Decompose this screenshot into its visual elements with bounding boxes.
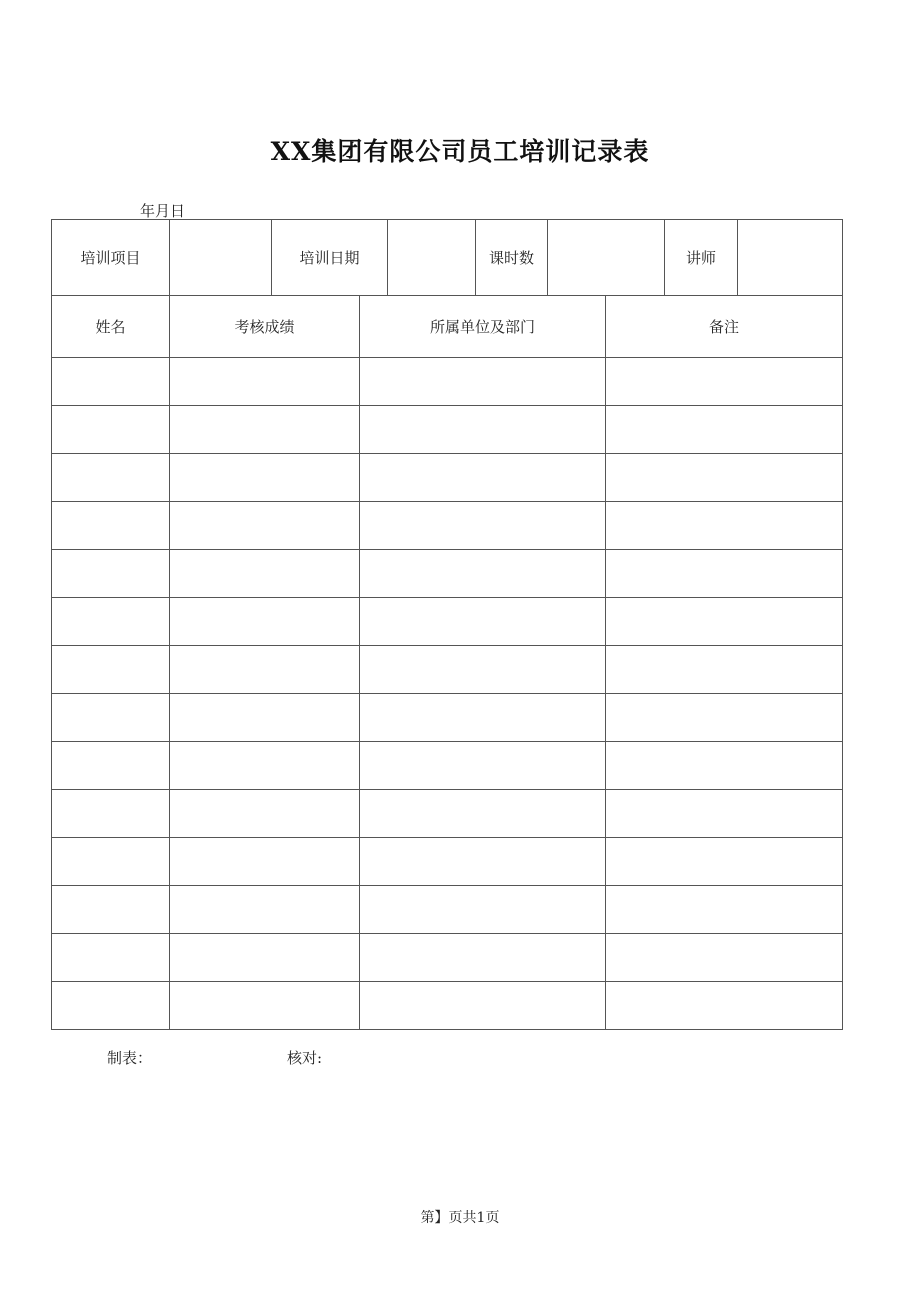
column-header-remarks: 备注 bbox=[606, 295, 843, 358]
remarks-cell[interactable] bbox=[606, 694, 843, 742]
table-row bbox=[52, 646, 843, 694]
remarks-cell[interactable] bbox=[606, 598, 843, 646]
table-row bbox=[52, 550, 843, 598]
score-cell[interactable] bbox=[170, 742, 360, 790]
trainee-table bbox=[51, 295, 843, 1030]
checked-by-label: 核对: bbox=[287, 1049, 323, 1067]
training-project-label: 培训项目 bbox=[52, 220, 170, 296]
remarks-cell[interactable] bbox=[606, 406, 843, 454]
remarks-cell[interactable] bbox=[606, 982, 843, 1030]
name-cell[interactable] bbox=[52, 598, 170, 646]
table-row bbox=[52, 838, 843, 886]
department-cell[interactable] bbox=[360, 598, 606, 646]
trainee-header-row bbox=[52, 295, 843, 358]
name-cell[interactable] bbox=[52, 646, 170, 694]
lecturer-label: 讲师 bbox=[665, 220, 738, 296]
name-cell[interactable] bbox=[52, 982, 170, 1030]
table-row bbox=[52, 454, 843, 502]
score-cell[interactable] bbox=[170, 550, 360, 598]
name-cell[interactable] bbox=[52, 550, 170, 598]
class-hours-label: 课时数 bbox=[476, 220, 548, 296]
trainee-table-body bbox=[52, 295, 843, 1030]
table-row bbox=[52, 502, 843, 550]
column-header-name: 姓名 bbox=[52, 295, 170, 358]
table-row bbox=[52, 598, 843, 646]
table-row bbox=[52, 982, 843, 1030]
name-cell[interactable] bbox=[52, 934, 170, 982]
score-cell[interactable] bbox=[170, 790, 360, 838]
table-row bbox=[52, 790, 843, 838]
department-cell[interactable] bbox=[360, 694, 606, 742]
training-date-field[interactable] bbox=[388, 220, 476, 296]
table-row bbox=[52, 694, 843, 742]
department-cell[interactable] bbox=[360, 502, 606, 550]
score-cell[interactable] bbox=[170, 646, 360, 694]
made-by-label: 制表： bbox=[107, 1049, 153, 1067]
name-cell[interactable] bbox=[52, 742, 170, 790]
remarks-cell[interactable] bbox=[606, 358, 843, 406]
remarks-cell[interactable] bbox=[606, 790, 843, 838]
name-cell[interactable] bbox=[52, 502, 170, 550]
page-number: 第】页共1页 bbox=[420, 1210, 500, 1226]
training-info-row bbox=[52, 220, 843, 296]
score-cell[interactable] bbox=[170, 358, 360, 406]
department-cell[interactable] bbox=[360, 742, 606, 790]
training-date-label: 培训日期 bbox=[272, 220, 388, 296]
score-cell[interactable] bbox=[170, 694, 360, 742]
department-cell[interactable] bbox=[360, 790, 606, 838]
table-row bbox=[52, 886, 843, 934]
department-cell[interactable] bbox=[360, 646, 606, 694]
training-project-field[interactable] bbox=[170, 220, 272, 296]
remarks-cell[interactable] bbox=[606, 934, 843, 982]
table-row bbox=[52, 406, 843, 454]
class-hours-field[interactable] bbox=[548, 220, 665, 296]
name-cell[interactable] bbox=[52, 790, 170, 838]
table-row bbox=[52, 934, 843, 982]
score-cell[interactable] bbox=[170, 982, 360, 1030]
name-cell[interactable] bbox=[52, 454, 170, 502]
score-cell[interactable] bbox=[170, 934, 360, 982]
department-cell[interactable] bbox=[360, 358, 606, 406]
score-cell[interactable] bbox=[170, 454, 360, 502]
table-row bbox=[52, 358, 843, 406]
name-cell[interactable] bbox=[52, 358, 170, 406]
training-info-table bbox=[51, 219, 843, 296]
department-cell[interactable] bbox=[360, 550, 606, 598]
score-cell[interactable] bbox=[170, 598, 360, 646]
remarks-cell[interactable] bbox=[606, 454, 843, 502]
column-header-department: 所属单位及部门 bbox=[360, 295, 606, 358]
name-cell[interactable] bbox=[52, 838, 170, 886]
name-cell[interactable] bbox=[52, 694, 170, 742]
score-cell[interactable] bbox=[170, 838, 360, 886]
remarks-cell[interactable] bbox=[606, 742, 843, 790]
name-cell[interactable] bbox=[52, 406, 170, 454]
remarks-cell[interactable] bbox=[606, 886, 843, 934]
department-cell[interactable] bbox=[360, 886, 606, 934]
score-cell[interactable] bbox=[170, 886, 360, 934]
table-row bbox=[52, 742, 843, 790]
department-cell[interactable] bbox=[360, 982, 606, 1030]
remarks-cell[interactable] bbox=[606, 646, 843, 694]
document-title: XX集团有限公司员工培训记录表 bbox=[270, 137, 650, 166]
department-cell[interactable] bbox=[360, 454, 606, 502]
remarks-cell[interactable] bbox=[606, 838, 843, 886]
department-cell[interactable] bbox=[360, 838, 606, 886]
lecturer-field[interactable] bbox=[738, 220, 843, 296]
remarks-cell[interactable] bbox=[606, 502, 843, 550]
department-cell[interactable] bbox=[360, 934, 606, 982]
column-header-score: 考核成绩 bbox=[170, 295, 360, 358]
name-cell[interactable] bbox=[52, 886, 170, 934]
score-cell[interactable] bbox=[170, 502, 360, 550]
date-label: 年月日 bbox=[140, 202, 186, 220]
score-cell[interactable] bbox=[170, 406, 360, 454]
remarks-cell[interactable] bbox=[606, 550, 843, 598]
department-cell[interactable] bbox=[360, 406, 606, 454]
